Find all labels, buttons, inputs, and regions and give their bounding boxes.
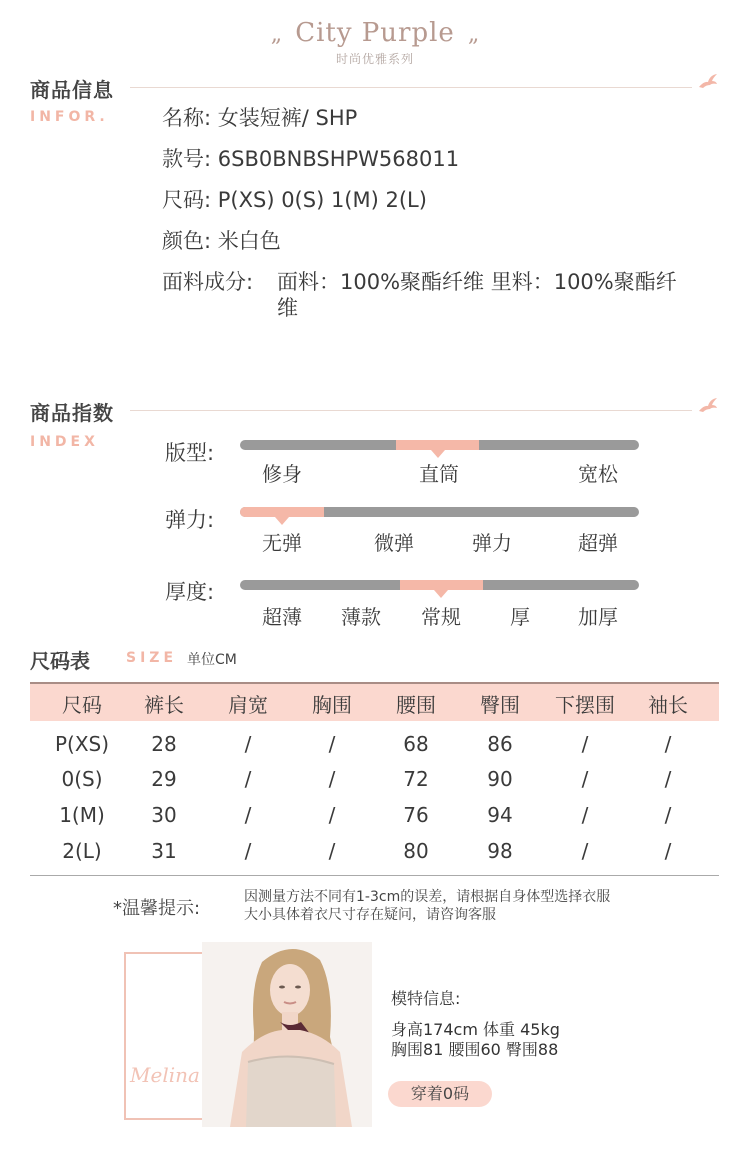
model-info-line1: 身高174cm 体重 45kg <box>391 1020 560 1039</box>
size-table-header-cell: 肩宽 <box>228 693 268 717</box>
wearing-size-badge: 穿着0码 <box>388 1081 492 1107</box>
size-table-cell: 90 <box>487 767 513 791</box>
brand-title: City Purple <box>295 18 455 48</box>
size-table-header-cell: 裤长 <box>144 693 184 717</box>
size-table-cell: 2(L) <box>62 839 102 863</box>
pegasus-icon <box>697 72 719 90</box>
size-table-header-cell: 尺码 <box>62 693 102 717</box>
size-table-header-cell: 下摆围 <box>555 693 615 717</box>
size-table-cell: / <box>664 767 672 791</box>
fit-scale-bar <box>240 440 639 450</box>
info-section-title-en: INFOR. <box>30 109 109 125</box>
size-table-cell: P(XS) <box>54 732 110 756</box>
fit-tick: 修身 <box>262 462 302 486</box>
size-table-cell: 1(M) <box>59 803 105 827</box>
size-table-cell: / <box>328 803 336 827</box>
fit-pointer <box>431 450 445 458</box>
size-table-header-cell: 腰围 <box>396 693 436 717</box>
thickness-selected-range <box>400 580 484 590</box>
size-table-cell: / <box>664 732 672 756</box>
size-table-cell: 98 <box>487 839 513 863</box>
size-table-header-cell: 臀围 <box>480 693 520 717</box>
index-section-title-en: INDEX <box>30 434 99 450</box>
brand-quote-open: „ <box>270 22 283 47</box>
index-section-title: 商品指数 <box>30 401 114 425</box>
size-table-cell: / <box>244 839 252 863</box>
model-name: Melina <box>130 1063 200 1087</box>
size-table-cell: / <box>244 803 252 827</box>
size-unit: 单位CM <box>187 652 237 668</box>
pegasus-icon <box>697 396 719 414</box>
elasticity-selected-range <box>240 507 324 517</box>
size-table-cell: 86 <box>487 732 513 756</box>
info-section-divider <box>130 87 692 88</box>
info-color: 颜色: 米白色 <box>162 229 281 253</box>
size-table-title-en: SIZE <box>126 650 178 666</box>
size-table-cell: 31 <box>151 839 177 863</box>
size-table-bottom-border <box>30 875 719 876</box>
elasticity-tick: 弹力 <box>472 531 512 555</box>
model-info-title: 模特信息: <box>391 989 461 1008</box>
fit-selected-range <box>396 440 480 450</box>
size-table-cell: / <box>328 732 336 756</box>
info-material-line2: 维 <box>277 296 298 320</box>
info-sizes: 尺码: P(XS) 0(S) 1(M) 2(L) <box>162 188 427 212</box>
fit-label: 版型: <box>165 441 215 465</box>
info-name: 名称: 女装短裤/ SHP <box>162 106 358 130</box>
brand-subtitle: 时尚优雅系列 <box>335 52 414 66</box>
info-material-line1: 面料：100%聚酯纤维 里料：100%聚酯纤 <box>277 270 677 294</box>
size-table-cell: 72 <box>403 767 429 791</box>
size-table-cell: / <box>581 839 589 863</box>
size-table-cell: / <box>328 839 336 863</box>
size-table-header-row <box>30 682 719 721</box>
size-table-cell: / <box>581 803 589 827</box>
thickness-pointer <box>434 590 448 598</box>
size-table-cell: 30 <box>151 803 177 827</box>
elasticity-tick: 微弹 <box>374 531 414 555</box>
brand-header <box>0 18 750 67</box>
size-table-cell: 29 <box>151 767 177 791</box>
model-portrait-illustration <box>202 942 372 1127</box>
size-table-cell: / <box>328 767 336 791</box>
brand-quote-close: „ <box>467 22 480 47</box>
info-section-title: 商品信息 <box>30 78 114 102</box>
size-table-cell: / <box>244 767 252 791</box>
elasticity-label: 弹力: <box>165 508 215 532</box>
size-table-header-cell: 胸围 <box>312 693 352 717</box>
model-info-line2: 胸围81 腰围60 臀围88 <box>391 1040 559 1059</box>
size-table-title: 尺码表 <box>30 649 90 673</box>
notes-label: *温馨提示: <box>113 898 201 919</box>
size-table-cell: / <box>244 732 252 756</box>
thickness-tick: 常规 <box>421 605 461 629</box>
size-table-cell: 68 <box>403 732 429 756</box>
size-table-cell: 28 <box>151 732 177 756</box>
size-table-cell: / <box>581 732 589 756</box>
fit-tick: 宽松 <box>578 462 618 486</box>
elasticity-tick: 超弹 <box>578 531 618 555</box>
size-table-cell: 80 <box>403 839 429 863</box>
elasticity-tick: 无弹 <box>262 531 302 555</box>
elasticity-scale-bar <box>240 507 639 517</box>
thickness-tick: 厚 <box>510 605 530 629</box>
elasticity-pointer <box>275 517 289 525</box>
info-style-number: 款号: 6SB0BNBSHPW568011 <box>162 147 460 171</box>
thickness-tick: 薄款 <box>341 605 381 629</box>
thickness-label: 厚度: <box>165 580 215 604</box>
size-table-header-cell: 袖长 <box>648 693 688 717</box>
notes-line1: 因测量方法不同有1-3cm的误差，请根据自身体型选择衣服 <box>244 889 611 905</box>
index-section-divider <box>130 410 692 411</box>
thickness-scale-bar <box>240 580 639 590</box>
thickness-tick: 加厚 <box>578 605 618 629</box>
model-photo <box>202 942 372 1127</box>
info-material-label: 面料成分: <box>162 270 254 294</box>
size-table-cell: 94 <box>487 803 513 827</box>
size-table-cell: / <box>664 839 672 863</box>
size-table-cell: 0(S) <box>61 767 103 791</box>
notes-line2: 大小具体着衣尺寸存在疑问，请咨询客服 <box>244 907 496 923</box>
fit-tick: 直筒 <box>419 462 459 486</box>
thickness-tick: 超薄 <box>262 605 302 629</box>
size-table-cell: / <box>664 803 672 827</box>
size-table-cell: / <box>581 767 589 791</box>
size-table-cell: 76 <box>403 803 429 827</box>
